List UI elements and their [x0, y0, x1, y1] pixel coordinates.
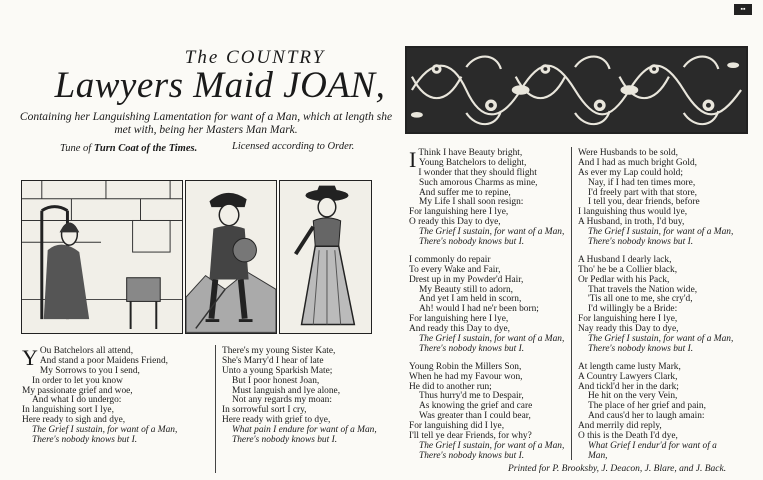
verse-line: He hit on the very Vein,	[588, 391, 678, 402]
verse-line: Not any regards my moan:	[232, 395, 332, 406]
verse-line: O this is the Death I'd dye,	[578, 431, 678, 442]
verse-line: My Life I shall soon resign:	[419, 197, 524, 208]
verse-line: Tho' he be a Collier black,	[578, 264, 678, 275]
floral-ornament-woodcut	[405, 46, 748, 134]
verse-line: A Husband, in troth, I'd buy,	[578, 217, 685, 228]
tune-prefix: Tune of	[60, 143, 94, 154]
licensed-line: Licensed according to Order.	[232, 141, 355, 152]
verse-line: Ah! would I had ne'r been born;	[419, 304, 539, 315]
verse-line: I languishing thus would lye,	[578, 207, 688, 218]
verse-line: To every Wake and Fair,	[409, 264, 501, 275]
verse-line: Was greater than I could bear,	[419, 411, 531, 422]
verse-column-2	[222, 347, 390, 446]
verse-line: What pain I endure for want of a Man,	[232, 425, 377, 436]
verse-line: I'd willingly be a Bride:	[588, 304, 678, 315]
title-line-1: The COUNTRY	[184, 47, 326, 68]
verse-column-3	[409, 149, 569, 462]
verse-line: Such amorous Charms as mine,	[419, 177, 538, 188]
verse-line: That travels the Nation wide,	[588, 284, 698, 295]
verse-line: Must languish and lye alone,	[232, 385, 341, 396]
verse-line: And suffer me to repine,	[419, 187, 511, 198]
verse-line: A Husband I dearly lack,	[578, 254, 672, 265]
verse-line: And caus'd her to laugh amain:	[588, 411, 705, 422]
verse-line: I tell you, dear friends, before	[588, 197, 700, 208]
verse-line: And stand a poor Maidens Friend,	[39, 355, 168, 366]
verse-line: Think I have Beauty bright,	[418, 148, 523, 158]
subtitle: Containing her Languishing Lamentation for want of a Man, which at length she met with, being her Masters Man Mark.	[19, 111, 393, 136]
verse-line: There's nobody knows but I.	[419, 450, 525, 461]
verse-line: There's nobody knows but I.	[419, 343, 525, 354]
verse-line: The Grief I sustain, for want of a Man,	[32, 425, 178, 436]
verse-line: For languishing here I lye,	[409, 207, 509, 218]
verse-line: Man,	[588, 450, 608, 461]
verse-line: The Grief I sustain, for want of a Man,	[419, 334, 565, 345]
standing-lady-woodcut	[279, 180, 372, 334]
verse-line: The Grief I sustain, for want of a Man,	[588, 334, 734, 345]
verse-line: My Beauty still to adorn,	[419, 284, 514, 295]
verse-line: There's nobody knows but I.	[32, 435, 138, 446]
verse-line: In sorrowful sort I cry,	[222, 405, 307, 416]
verse-line: For languishing here I lye,	[578, 314, 678, 325]
column-rule	[215, 345, 216, 473]
seated-woman-woodcut	[21, 180, 183, 334]
verse-line: There's nobody knows but I.	[419, 237, 525, 248]
verse-line: Nay, if I had ten times more,	[588, 177, 696, 188]
verse-line: And tickl'd her in the dark;	[578, 381, 679, 392]
verse-line: Thus hurry'd me to Despair,	[419, 391, 524, 402]
verse-line: The Grief I sustain, for want of a Man,	[419, 440, 565, 451]
drop-cap: I	[409, 147, 417, 172]
verse-line: O ready this Day to dye,	[409, 217, 501, 228]
verse-line: 'Tis all one to me, she cry'd,	[588, 294, 693, 305]
corner-mark: ▪▪	[734, 4, 752, 15]
verse-column-1	[22, 347, 214, 446]
verse-line: There's nobody knows but I.	[232, 435, 338, 446]
verse-line: In languishing sort I lye,	[22, 405, 114, 416]
verse-line: Were Husbands to be sold,	[578, 148, 679, 158]
verse-line: The Grief I sustain, for want of a Man,	[419, 227, 565, 238]
verse-line: She's Marry'd I hear of late	[222, 355, 324, 366]
verse-line: Young Robin the Millers Son,	[409, 361, 522, 372]
verse-line: I wonder that they should flight	[418, 167, 537, 178]
tune-line	[60, 143, 197, 154]
verse-line: There's nobody knows but I.	[588, 343, 694, 354]
verse-line: And ready this Day to dye,	[409, 324, 511, 335]
verse-line: In order to let you know	[32, 375, 123, 386]
verse-line: For languishing here I lye,	[409, 314, 509, 325]
verse-line: What Grief I endur'd for want of a	[588, 440, 717, 451]
verse-line: Ou Batchelors all attend,	[39, 346, 134, 356]
verse-line: And merrily did reply,	[578, 421, 662, 432]
verse-line: The Grief I sustain, for want of a Man,	[588, 227, 734, 238]
verse-line: And I had as much bright Gold,	[578, 157, 697, 168]
verse-line: For languishing did I lye,	[409, 421, 505, 432]
verse-line: Or Pedlar with his Pack,	[578, 274, 670, 285]
verse-line: Here ready with grief to dye,	[222, 415, 331, 426]
verse-line: Young Batchelors to delight,	[419, 157, 527, 168]
verse-line: My Sorrows to you I send,	[39, 365, 140, 376]
verse-line: Nay ready this Day to dye,	[578, 324, 679, 335]
verse-line: Here ready to sigh and dye,	[22, 415, 126, 426]
verse-line: There's nobody knows but I.	[588, 237, 694, 248]
verse-line: A Country Lawyers Clark,	[578, 371, 678, 382]
verse-line: The place of her grief and pain,	[588, 401, 706, 412]
man-with-hat-woodcut	[185, 180, 277, 334]
verse-line: But I poor honest Joan,	[232, 375, 320, 386]
verse-line: There's my young Sister Kate,	[222, 346, 336, 356]
tune-name: Turn Coat of the Times.	[93, 143, 198, 154]
verse-line: At length came lusty Mark,	[578, 361, 681, 372]
drop-cap: Y	[22, 345, 38, 370]
verse-line: I'll tell ye dear Friends, for why?	[409, 431, 532, 442]
verse-line: I commonly do repair	[409, 254, 491, 265]
verse-line: As knowing the grief and care	[419, 401, 533, 412]
column-rule	[571, 147, 572, 460]
verse-line: He did to another run;	[409, 381, 492, 392]
verse-column-4	[578, 149, 754, 462]
verse-line: And what I do undergo:	[32, 395, 122, 406]
verse-line: Drest up in my Powder'd Hair,	[409, 274, 524, 285]
verse-line: When he had my Favour won,	[409, 371, 523, 382]
verse-line: And yet I am held in scorn,	[419, 294, 522, 305]
printer-imprint: Printed for P. Brooksby, J. Deacon, J. Blare, and J. Back.	[508, 464, 727, 474]
verse-line: I'd freely part with that store,	[588, 187, 697, 198]
verse-line: Unto a young Sparkish Mate;	[222, 365, 333, 376]
verse-line: As ever my Lap could hold;	[578, 167, 683, 178]
verse-line: My passionate grief and woe,	[22, 385, 133, 396]
title-line-2: Lawyers Maid JOAN,	[54, 65, 386, 106]
